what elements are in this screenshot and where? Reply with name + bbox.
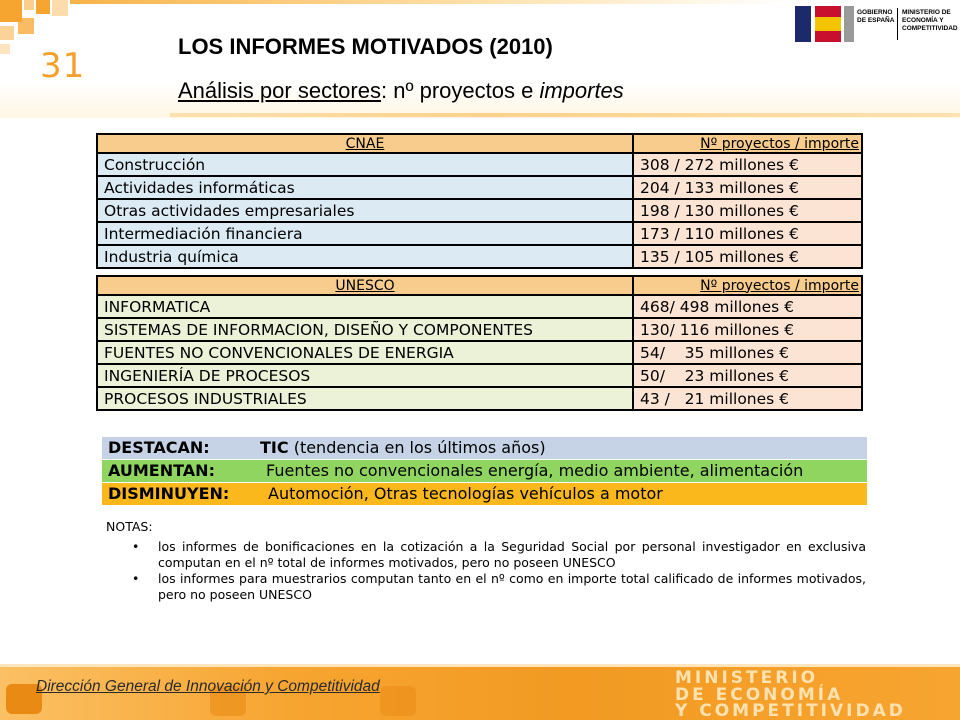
table-row [97,387,862,410]
coat-of-arms-icon [815,6,841,42]
cnae-header-value-label: Nº proyectos / importe [700,135,859,152]
highlight-text: Fuentes no convencionales energía, medio ambiente, alimentación [266,461,804,480]
notes-section [106,519,866,603]
highlight-text: Automoción, Otras tecnologías vehículos a motor [268,484,663,503]
table-row [97,199,862,222]
footer-directorate [36,678,380,696]
sector-name-cell: Actividades informáticas [97,176,633,199]
ministry-logo [795,6,958,42]
table-row [97,153,862,176]
slide-number: 31 [40,46,86,86]
bullet-icon: • [132,539,140,554]
highlight-label: DESTACAN: [108,438,210,457]
bullet-icon: • [132,571,140,586]
list-item [106,539,866,571]
table-row [97,341,862,364]
table-row [97,176,862,199]
decor-square [52,0,68,16]
highlight-label: AUMENTAN: [108,461,215,480]
logo-ministry-text: MINISTERIO DE ECONOMÍA Y COMPETITIVIDAD [902,9,958,32]
list-item [106,571,866,603]
sector-name-cell: PROCESOS INDUSTRIALES [97,387,633,410]
footer-ministry-logo [675,670,906,720]
table-header-cell [97,276,633,295]
sector-value-cell: 130/ 116 millones € [633,318,862,341]
footer-logo-line: DE ECONOMÍA [675,684,844,705]
highlight-text [260,437,546,459]
sector-name-cell: Industria química [97,245,633,268]
highlight-label: DISMINUYEN: [108,484,230,503]
unesco-header-value-label: Nº proyectos / importe [700,277,859,294]
sector-name-cell: SISTEMAS DE INFORMACION, DISEÑO Y COMPONENTES [97,318,633,341]
sector-name-cell: Otras actividades empresariales [97,199,633,222]
sector-value-cell: 43 / 21 millones € [633,387,862,410]
sector-value-cell: 198 / 130 millones € [633,199,862,222]
subtitle-underlined: Análisis por sectores [178,78,381,103]
sector-value-cell: 50/ 23 millones € [633,364,862,387]
decor-square [24,0,34,10]
subtitle-italic: importes [539,78,624,103]
unesco-header-row [97,276,862,295]
table-row [97,364,862,387]
table-row [97,318,862,341]
footer-stripe [0,664,960,667]
note-text: los informes de bonificaciones en la cotización a la Seguridad Social por personal investigador en exclusiva computan en el nº total de informes motivados, pero no poseen UNESCO [158,539,866,570]
sector-value-cell: 54/ 35 millones € [633,341,862,364]
decor-square [0,26,14,40]
highlight-disminuyen [102,483,867,505]
highlight-aumentan [102,460,867,482]
notes-list [106,539,866,603]
cnae-header-label: CNAE [345,135,385,152]
footer-logo-line: MINISTERIO [675,668,819,688]
sector-value-cell: 135 / 105 millones € [633,245,862,268]
sector-value-cell: 308 / 272 millones € [633,153,862,176]
page-title: LOS INFORMES MOTIVADOS (2010) [178,34,553,59]
sector-name-cell: Intermediación financiera [97,222,633,245]
table-header-cell [97,134,633,153]
decor-square [18,18,34,34]
crest-watermark-icon [380,686,416,716]
decor-square [0,44,10,54]
cnae-header-row [97,134,862,153]
footer-text-underlined: Dirección General de Innovación y Competitividad [36,678,380,695]
page-subtitle [178,78,624,104]
table-header-cell [633,134,862,153]
sector-name-cell: INGENIERÍA DE PROCESOS [97,364,633,387]
title-underline-bar [170,113,960,117]
highlight-detail: (tendencia en los últimos años) [288,438,546,457]
notes-title: NOTAS: [106,519,153,534]
footer-logo-line: Y COMPETITIVIDAD [675,701,906,721]
sector-value-cell: 468/ 498 millones € [633,295,862,318]
sector-value-cell: 173 / 110 millones € [633,222,862,245]
table-row [97,245,862,268]
table-gap [97,268,862,276]
gap-cell [97,268,862,276]
highlight-bold: TIC [260,438,289,457]
sector-name-cell: FUENTES NO CONVENCIONALES DE ENERGIA [97,341,633,364]
logo-government-text: GOBIERNO DE ESPAÑA [857,9,895,24]
highlight-destacan [102,437,867,459]
table-row [97,222,862,245]
decor-square [36,0,50,14]
note-text: los informes para muestrarios computan tanto en el nº como en importe total calificado de informes motivados, pero no poseen UNESCO [158,571,866,602]
sector-name-cell: Construcción [97,153,633,176]
sector-value-cell: 204 / 133 millones € [633,176,862,199]
table-header-cell [633,276,862,295]
logo-separator [897,8,898,40]
header-stripe [70,0,790,4]
sector-table [96,133,863,411]
unesco-header-label: UNESCO [335,277,395,294]
sector-name-cell: INFORMATICA [97,295,633,318]
subtitle-middle: : nº proyectos e [380,78,540,103]
crest-column-icon [844,6,854,42]
table-row [97,295,862,318]
eu-flag-icon [795,6,811,42]
